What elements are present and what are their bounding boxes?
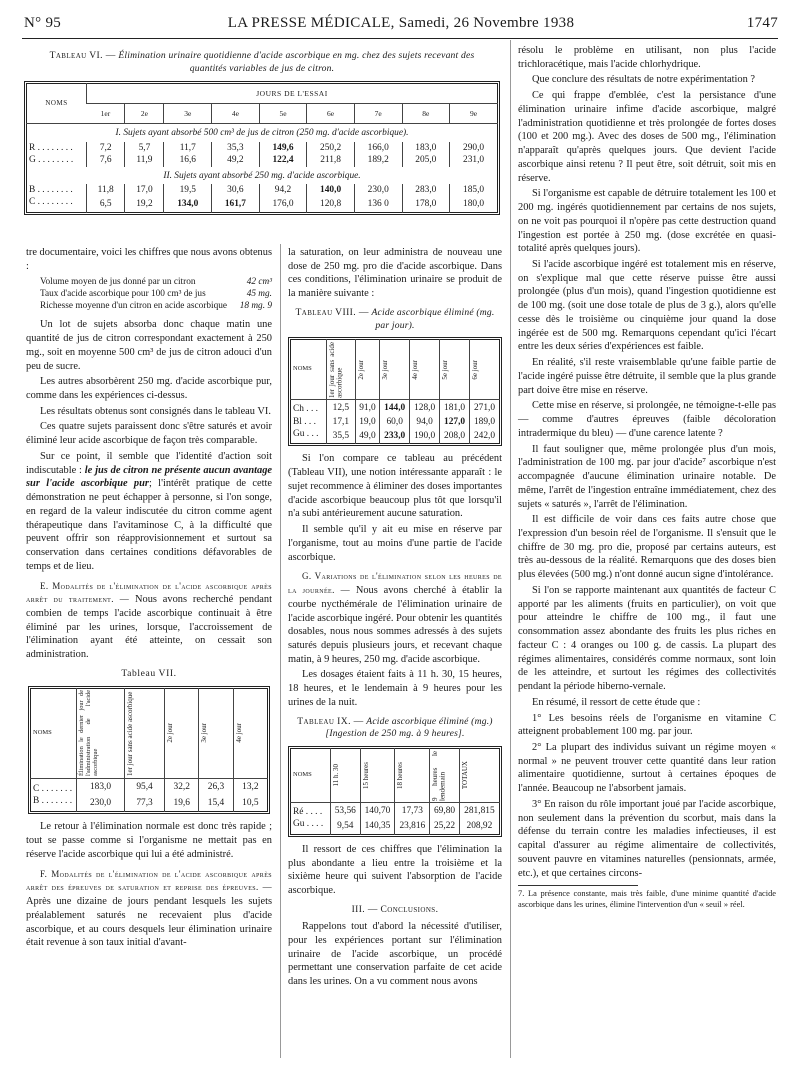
paragraph: tre documentaire, voici les chiffres que nous avons obtenus : bbox=[26, 247, 272, 272]
section-g: G. Variations de l'élimination selon les heures de la journée. — Nous avons cherché à établir la courbe nycthémérale de l'élimination urinaire de l'acide ascorbique ingéré. Pour obtenir les quantités dosables, nous nous sommes adressés à des sujets saturés depuis plusieurs jours, et recevant chaque matin, à 9 heures, 250 mg. d'acide ascorbique. bbox=[288, 571, 502, 665]
right-column bbox=[518, 44, 776, 912]
day-header: 3e bbox=[164, 104, 212, 124]
footnote: 7. La présence constante, mais très faible, d'une minime quantité d'acide ascorbique dans les urines, élimine l'intervention d'un « seuil » réel. bbox=[518, 889, 776, 909]
left-column bbox=[26, 246, 272, 952]
table-viii-frame bbox=[288, 337, 502, 446]
column-rule bbox=[280, 244, 281, 1058]
table-vi-caption-text: Élimination urinaire quotidienne d'acide ascorbique en mg. chez des sujets recevant des quantités variables de jus de citron. bbox=[118, 50, 475, 74]
table-row: C . . . . . . . 183,0 95,4 32,2 26,3 13,2 bbox=[31, 778, 268, 795]
citron-figures: Volume moyen de jus donné par un citron 42 cm³ Taux d'acide ascorbique pour 100 cm³ de jus 45 mg. Richesse moyenne d'un citron en acide ascorbique 18 mg. 9 bbox=[40, 277, 272, 311]
paragraph: Le retour à l'élimination normale est donc très rapide ; tout se passe comme si l'organisme ne mettait pas en réserve l'acide ascorbique qui lui a été administré. bbox=[26, 821, 272, 860]
table-vi-col-jours: JOURS DE L'ESSAI bbox=[87, 84, 498, 104]
table-ix-caption: Tableau IX. — Acide ascorbique éliminé (mg.) [Ingestion de 250 mg. à 9 heures]. bbox=[297, 715, 493, 740]
paragraph: Si l'organisme est capable de détruire totalement les 100 et 200 mg. ingérés quotidiennement par certains de nos sujets, on ne voit pas pourquoi il n'opère pas cette destruction quand l'ingestion est portée à 250 mg. (dose excrétée en quasi-totalité après quelques jours). bbox=[518, 188, 776, 255]
paragraph: Il est difficile de voir dans ces faits autre chose que l'expression d'un besoin réel de l'organisme. Il s'ensuit que le chiffre de 30 mg. pro die, proposé par certains auteurs, est très au-dessous de la réalité. Remarquons que des doses bien plus élevées (500 mg.) n'ont donné aucun signe d'intolérance. bbox=[518, 514, 776, 581]
table-row: Gu . . . . 9,54 140,35 23,816 25,22 208,92 bbox=[291, 818, 500, 834]
paragraph: 2° La plupart des individus suivant un régime moyen « normal » ne peuvent trouver cette quantité dans leur ration alimentaire quotidienne, surtout à certaines époques de l'année. Beaucoup ne l'absorbent jamais. bbox=[518, 741, 776, 795]
journal-title: LA PRESSE MÉDICALE, Samedi, 26 Novembre 1938 bbox=[227, 15, 575, 31]
paragraph: Il semble qu'il y ait eu mise en réserve par l'organisme, tout au moins d'une partie de l'acide ascorbique. bbox=[288, 524, 502, 563]
table-vi bbox=[26, 83, 498, 212]
day-header: 7e bbox=[354, 104, 402, 124]
table-row: B . . . . . . . . 11,8 17,0 19,5 30,6 94,2 140,0 230,0 283,0 185,0 bbox=[27, 184, 498, 196]
paragraph: Rappelons tout d'abord la nécessité d'utiliser, pour les expériences portant sur l'élimination urinaire de l'acide ascorbique, un procédé permettant une conservation parfaite de cet acide dans les urines. On a vu comment nous avons bbox=[288, 921, 502, 988]
day-header: 5e bbox=[259, 104, 307, 124]
table-vi-col-noms: NOMS bbox=[27, 84, 87, 124]
table-viii: NOMS 1er jour sans acide ascorbique 2e jour 3e jour 4e jour 5e jour 6e jour Ch . . . 12,5 91,0 144,0 128,0 181,0 271,0 Bl . . . 17,1 19,0 60,0 94,0 127,0 189,0 Gu . . . 35,5 49,0 233,0 190,0 208,0 242,0 bbox=[290, 339, 500, 444]
paragraph: Il ressort de ces chiffres que l'élimination la plus abondante a lieu entre la troisième et la sixième heure qui suivent l'absorption de l'acide ascorbique. bbox=[288, 843, 502, 897]
table-row: Ch . . . 12,5 91,0 144,0 128,0 181,0 271,0 bbox=[291, 400, 500, 416]
day-header: 2e bbox=[125, 104, 164, 124]
table-vi-section-2: II. Sujets ayant absorbé 250 mg. d'acide ascorbique. bbox=[163, 170, 361, 181]
table-vii-caption: Tableau VII. bbox=[121, 667, 177, 679]
issue-number: N° 95 bbox=[24, 15, 62, 31]
day-header: 1er bbox=[87, 104, 125, 124]
conclusions-heading: III. — Conclusions. bbox=[351, 904, 439, 915]
page-header bbox=[24, 14, 778, 36]
paragraph: Si l'acide ascorbique ingéré est totalement mis en réserve, on s'explique mal que cette réserve puisse être aussi prolongée (plus d'un mois), quand l'ingestion quotidienne est de 100 mg. (soit une dose totale de plus de 3 g.), alors qu'elle cesse dès le troisième ou cinquième jour quand la dose ingérée est de 500 mg. Remarquons cependant qu'ici l'écart entre les deux séries d'expériences est faible. bbox=[518, 259, 776, 353]
column-rule bbox=[510, 40, 511, 1058]
paragraph: la saturation, on leur administra de nouveau une dose de 250 mg. pro die d'acide ascorbique. Dans ces conditions, l'élimination urinaire se produit de la manière suivante : bbox=[288, 247, 502, 300]
table-vi-caption: Tableau VI. — Élimination urinaire quotidienne d'acide ascorbique en mg. chez des sujets recevant des quantités variables de jus de citron. bbox=[49, 50, 475, 74]
header-rule bbox=[22, 38, 778, 39]
paragraph: 3° En raison du rôle important joué par l'acide ascorbique, non seulement dans la prévention du scorbut, mais dans la défense du terrain contre les maladies infectieuses, il est capital d'assurer au régime alimentaire de collectivités, souvent pauvre en vitamines naturelles (pensionnats, armée, etc.), et que certaines circons- bbox=[518, 798, 776, 879]
paragraph: Les autres absorbèrent 250 mg. d'acide ascorbique pur, comme dans les expériences ci-dessus. bbox=[26, 376, 272, 401]
table-vii-frame bbox=[28, 686, 270, 815]
footnote-rule bbox=[518, 885, 638, 886]
paragraph: Ces quatre sujets paraissent donc s'être saturés et avoir éliminé leur acide ascorbique de façon très comparable. bbox=[26, 421, 272, 447]
paragraph: En réalité, s'il reste vraisemblable qu'une faible partie de l'acide ingéré puisse être détruite, il semble que la plus grande part doive être mise en réserve. bbox=[518, 357, 776, 396]
paragraph: 1° Les besoins réels de l'organisme en vitamine C atteignent probablement 100 mg. par jour. bbox=[518, 712, 776, 738]
table-viii-caption: Tableau VIII. — Acide ascorbique éliminé (mg. par jour). bbox=[295, 306, 495, 331]
day-header: 6e bbox=[307, 104, 355, 124]
table-vi-section-1: I. Sujets ayant absorbé 500 cm³ de jus de citron (250 mg. d'acide ascorbique). bbox=[115, 128, 409, 139]
table-ix: NOMS 11 h. 30 15 heures 18 heures 9 heures le lendemain TOTAUX Ré . . . . 53,56 140,70 17,73 69,80 281,815 Gu . . . . 9,54 140,35 23,816 25,22 208,92 bbox=[290, 748, 500, 835]
paragraph: En résumé, il ressort de cette étude que : bbox=[532, 696, 701, 708]
table-row: B . . . . . . . 230,0 77,3 19,6 15,4 10,5 bbox=[31, 795, 268, 812]
table-row: Ré . . . . 53,56 140,70 17,73 69,80 281,815 bbox=[291, 803, 500, 819]
day-header: 8e bbox=[402, 104, 450, 124]
day-header: 4e bbox=[212, 104, 260, 124]
paragraph: Un lot de sujets absorba donc chaque matin une quantité de jus de citron correspondant exactement à 250 mg., soit en moyenne 500 cm³ de jus de citron adouci d'un peu de sucre. bbox=[26, 319, 272, 372]
section-f: F. Modalités de l'élimination de l'acide ascorbique après arrêt des épreuves de saturation et reprise des épreuves. — Après une dizaine de jours pendant lesquels les sujets préalablement saturés ne recevaient plus d'acide ascorbique, et au cours desquels leur élimination urinaire était revenue à son taux initial d'avant- bbox=[26, 868, 272, 949]
paragraph: Si l'on se rapporte maintenant aux quantités de facteur C apporté par les aliments (fruits en particulier), on voit que pour atteindre le chiffre de 100 mg., il faut une consommation assez abondante des fruits les plus riches en facteur C : 4 oranges ou 100 g. de cassis. La plupart des régimes alimentaires, considérés comme normaux, sont loin de les atteindre, et surtout les régimes des collectivités pendant la période hiberno-vernale. bbox=[518, 584, 776, 693]
paragraph: Sur ce point, il semble que l'identité d'action soit indiscutable : le jus de citron ne présente aucun avantage sur l'acide ascorbique pur; l'intérêt pratique de cette démonstration ne peut échapper à personne, si l'on songe, en regard de la valeur indiscutée du citron comme agent thérapeutique dans l'avitaminose C, à la difficulté que peuvent offrir son réapprovisionnement et surtout sa conservation dans certaines conditions défavorables de temps et de lieu. bbox=[26, 450, 273, 572]
section-e: E. Modalités de l'élimination de l'acide ascorbique après arrêt du traitement. — Nous avons recherché pendant combien de temps l'acide ascorbique continuait à être éliminé par les urines, lorsque, l'accroissement de l'élimination ayant été atteinte, on cessait son administration. bbox=[26, 580, 272, 661]
table-ix-frame bbox=[288, 746, 502, 837]
paragraph: Si l'on compare ce tableau au précédent (Tableau VII), une notion intéressante apparaît : le sujet recommence à éliminer des doses importantes d'acide ascorbique beaucoup plus tôt que lorsqu'il n'a subi antérieurement aucune saturation. bbox=[288, 453, 502, 520]
table-row: Gu . . . 35,5 49,0 233,0 190,0 208,0 242,0 bbox=[291, 428, 500, 444]
paragraph: Il faut souligner que, même prolongée plus d'un mois, l'administration de 100 mg. par jour d'acide⁷ ascorbique n'est accompagnée d'aucune élimination urinaire notable. De même, l'arrêt de l'ingestion entraîne immédiatement, chez des sujets « saturés », l'arrêt de l'élimination. bbox=[518, 443, 776, 510]
day-header: 9e bbox=[450, 104, 498, 124]
paragraph: résolu le problème en utilisant, non plus l'acide trichloracétique, mais l'acide chlorhydrique. bbox=[518, 45, 776, 70]
paragraph: Les dosages étaient faits à 11 h. 30, 15 heures, 18 heures, et le lendemain à 9 heures pour les urines de la nuit. bbox=[288, 669, 502, 708]
paragraph: Ce qui frappe d'emblée, c'est la persistance d'une élimination urinaire infime d'acide ascorbique, malgré l'administration quotidienne et très prolongée de fortes doses (100 et 200 mg.). Avec des doses de 500 mg., l'élimination n'apparaît qu'après quelques jours. Que devient l'acide ascorbique ainsi retenu ? Il peut être, soit détruit, soit mis en réserve. bbox=[518, 90, 776, 184]
paragraph: Que conclure des résultats de notre expérimentation ? bbox=[532, 74, 756, 86]
table-vi-frame bbox=[24, 81, 500, 214]
paragraph: Cette mise en réserve, si prolongée, ne témoigne-t-elle pas — comme d'autres épreuves (faible décoloration intradermique du bleu) — d'une carence latente ? bbox=[518, 400, 776, 439]
table-row: G . . . . . . . . 7,6 11,9 16,6 49,2 122,4 211,8 189,2 205,0 231,0 bbox=[27, 154, 498, 166]
paragraph: Les résultats obtenus sont consignés dans le tableau VI. bbox=[40, 405, 271, 417]
page-number: 1747 bbox=[746, 15, 778, 31]
table-row: Bl . . . 17,1 19,0 60,0 94,0 127,0 189,0 bbox=[291, 416, 500, 428]
table-vi-day-header bbox=[27, 104, 498, 124]
middle-column bbox=[288, 246, 502, 991]
table-row: R . . . . . . . . 7,2 5,7 11,7 35,3 149,6 250,2 166,0 183,0 290,0 bbox=[27, 142, 498, 154]
table-row: C . . . . . . . . 6,5 19,2 134,0 161,7 176,0 120,8 136 0 178,0 180,0 bbox=[27, 196, 498, 212]
table-vi-block bbox=[24, 50, 500, 215]
table-vii: NOMS Élimination le dernier jour de l'administration de l'acide ascorbique 1er jour sans acide ascorbique 2e jour 3e jour 4e jour C . . . . . . . 183,0 95,4 32,2 26,3 13,2 B . . . . . . . 230,0 77,3 19,6 15,4 10,5 bbox=[30, 688, 268, 813]
table-vii-col-noms: NOMS bbox=[31, 688, 77, 778]
